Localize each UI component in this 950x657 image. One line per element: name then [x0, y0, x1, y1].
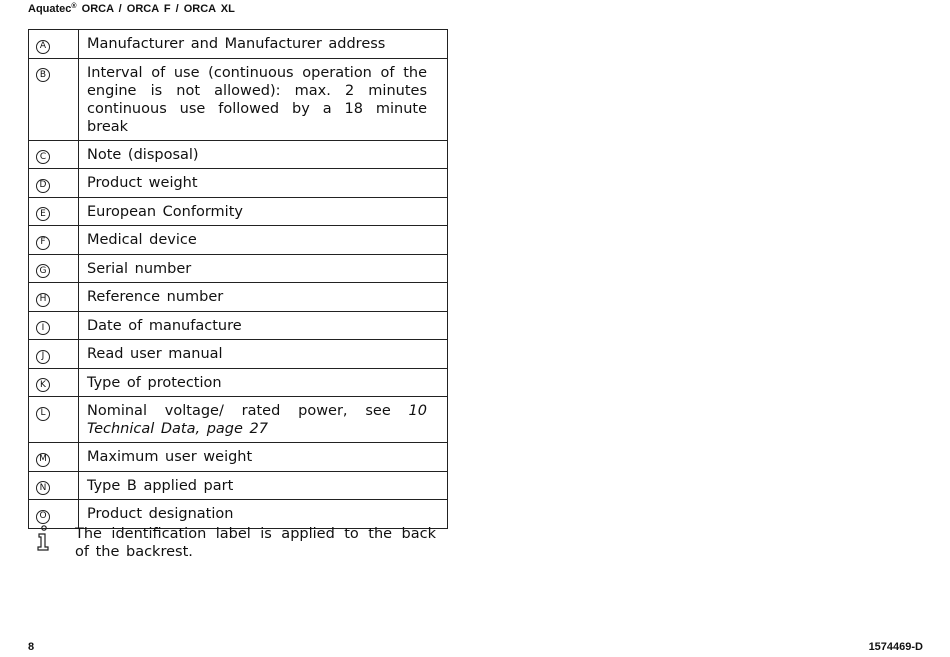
circled-letter-icon: F — [36, 236, 50, 250]
registered-mark: ® — [71, 3, 77, 10]
legend-text: Manufacturer and Manufacturer address — [87, 36, 386, 52]
circled-letter-icon: L — [36, 407, 50, 421]
circled-letter-icon: I — [36, 321, 50, 335]
circled-letter-icon: A — [36, 40, 50, 54]
legend-text: Product weight — [87, 175, 198, 191]
legend-row — [29, 500, 448, 529]
circled-letter-icon: M — [36, 453, 50, 467]
legend-row — [29, 283, 448, 312]
legend-row — [29, 340, 448, 369]
legend-row — [29, 368, 448, 397]
legend-key-cell — [29, 368, 79, 397]
legend-description — [79, 340, 448, 369]
legend-text: Type of protection — [87, 374, 222, 391]
circled-letter-icon: K — [36, 378, 50, 392]
legend-description — [79, 30, 448, 59]
legend-description — [79, 500, 448, 529]
document-id: 1574469-D — [868, 641, 923, 653]
legend-description — [79, 311, 448, 340]
legend-row — [29, 197, 448, 226]
legend-key-cell — [29, 471, 79, 500]
product-title: ORCA / ORCA F / ORCA XL — [81, 3, 235, 15]
legend-key-cell — [29, 397, 79, 443]
circled-letter-icon: H — [36, 293, 50, 307]
legend-row — [29, 30, 448, 59]
legend-row — [29, 169, 448, 198]
legend-description — [79, 58, 448, 140]
note-text: The identification label is applied to the back of the backrest. — [75, 526, 436, 560]
legend-description — [79, 397, 448, 443]
legend-text: Product designation — [87, 506, 234, 522]
legend-row — [29, 397, 448, 443]
legend-key-cell — [29, 140, 79, 169]
legend-key-cell — [29, 169, 79, 198]
legend-text: Date of manufacture — [87, 317, 242, 334]
circled-letter-icon: G — [36, 264, 50, 278]
legend-text: Nominal voltage/ rated power, see — [87, 403, 409, 419]
legend-description — [79, 443, 448, 472]
info-note — [36, 525, 436, 561]
legend-key-cell — [29, 58, 79, 140]
info-icon — [36, 525, 75, 561]
legend-text: European Conformity — [87, 203, 243, 220]
legend-row — [29, 226, 448, 255]
legend-key-cell — [29, 500, 79, 529]
legend-key-cell — [29, 443, 79, 472]
legend-text: Read user manual — [87, 346, 223, 362]
legend-description — [79, 254, 448, 283]
legend-row — [29, 443, 448, 472]
legend-row — [29, 140, 448, 169]
circled-letter-icon: C — [36, 150, 50, 164]
legend-key-cell — [29, 283, 79, 312]
legend-key-cell — [29, 226, 79, 255]
legend-text: Maximum user weight — [87, 449, 253, 465]
document-header — [28, 3, 235, 15]
legend-description — [79, 368, 448, 397]
legend-description — [79, 226, 448, 255]
legend-row — [29, 254, 448, 283]
label-legend-table — [28, 29, 448, 529]
legend-description — [79, 197, 448, 226]
legend-description — [79, 283, 448, 312]
circled-letter-icon: E — [36, 207, 50, 221]
legend-text: Medical device — [87, 232, 197, 248]
legend-text: Note (disposal) — [87, 146, 199, 163]
legend-row — [29, 58, 448, 140]
legend-key-cell — [29, 30, 79, 59]
circled-letter-icon: N — [36, 481, 50, 495]
legend-key-cell — [29, 340, 79, 369]
page-number: 8 — [28, 641, 35, 653]
legend-description — [79, 471, 448, 500]
circled-letter-icon: B — [36, 68, 50, 82]
legend-text: Reference number — [87, 289, 224, 305]
legend-row — [29, 311, 448, 340]
legend-row — [29, 471, 448, 500]
cross-reference-link[interactable]: 10 Technical Data, page 27 — [87, 403, 427, 437]
legend-description — [79, 140, 448, 169]
circled-letter-icon: O — [36, 510, 50, 524]
legend-description — [79, 169, 448, 198]
brand-name: Aquatec — [28, 3, 72, 15]
legend-text: Type B applied part — [87, 477, 234, 494]
legend-key-cell — [29, 311, 79, 340]
legend-key-cell — [29, 254, 79, 283]
legend-text: Interval of use (continuous operation of the engine is not allowed): max. 2 minutes continuous use followed by a 18 minute break — [87, 64, 427, 135]
legend-text: Serial number — [87, 260, 192, 277]
circled-letter-icon: D — [36, 179, 50, 193]
circled-letter-icon: J — [36, 350, 50, 364]
legend-key-cell — [29, 197, 79, 226]
